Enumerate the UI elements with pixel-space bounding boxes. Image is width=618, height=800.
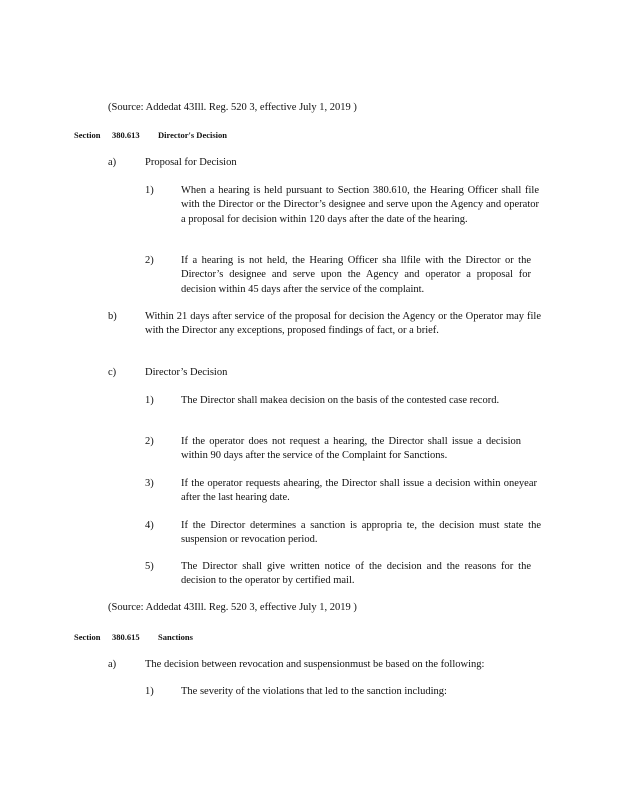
item-label: c) — [108, 367, 117, 378]
item-label: a) — [108, 659, 117, 670]
section-label: Section — [74, 632, 101, 642]
subsection-title: Proposal for Decision — [145, 157, 237, 168]
paragraph: If the operator requests ahearing, the Director shall issue a decision within oneyear after the last hearing date. — [181, 478, 537, 504]
item-number: 5) — [145, 561, 154, 572]
subsection-title: Director’s Decision — [145, 367, 228, 378]
source-note: (Source: Addedat 43Ill. Reg. 520 3, effective July 1, 2019 ) — [108, 602, 357, 613]
section-title: Sanctions — [158, 632, 193, 642]
source-note: (Source: Addedat 43Ill. Reg. 520 3, effective July 1, 2019 ) — [108, 102, 357, 113]
section-title: Director's Decision — [158, 130, 228, 140]
item-number: 2) — [145, 436, 154, 447]
item-number: 4) — [145, 520, 154, 531]
paragraph: The decision between revocation and suspensionmust be based on the following: — [145, 659, 485, 670]
item-number: 1) — [145, 686, 154, 697]
section-number: 380.615 — [112, 632, 140, 642]
item-number: 3) — [145, 478, 154, 489]
paragraph: The severity of the violations that led to the sanction including: — [181, 686, 447, 697]
paragraph: The Director shall give written notice of the decision and the reasons for the decision to the operator by certified mail. — [181, 561, 531, 587]
paragraph: If the Director determines a sanction is appropria te, the decision must state the suspension or revocation period. — [181, 520, 541, 546]
item-number: 2) — [145, 255, 154, 266]
section-label: Section — [74, 130, 101, 140]
paragraph: Within 21 days after service of the proposal for decision the Agency or the Operator may file with the Director any exceptions, proposed findings of fact, or a brief. — [145, 311, 541, 337]
item-number: 1) — [145, 185, 154, 196]
paragraph: The Director shall makea decision on the basis of the contested case record. — [181, 395, 500, 406]
paragraph: When a hearing is held pursuant to Section 380.610, the Hearing Officer shall file with the Director or the Director’s designee and serve upon the Agency and operator a proposal for decision within 120 days after the date of the hearing. — [181, 185, 539, 225]
paragraph: If a hearing is not held, the Hearing Officer sha llfile with the Director or the Director’s designee and serve upon the Agency and operator a proposal for decision within 45 days after the service of the complaint. — [181, 255, 531, 295]
section-number: 380.613 — [112, 130, 140, 140]
item-label: a) — [108, 157, 117, 168]
item-label: b) — [108, 311, 117, 322]
item-number: 1) — [145, 395, 154, 406]
paragraph: If the operator does not request a hearing, the Director shall issue a decision within 90 days after the service of the Complaint for Sanctions. — [181, 436, 521, 462]
